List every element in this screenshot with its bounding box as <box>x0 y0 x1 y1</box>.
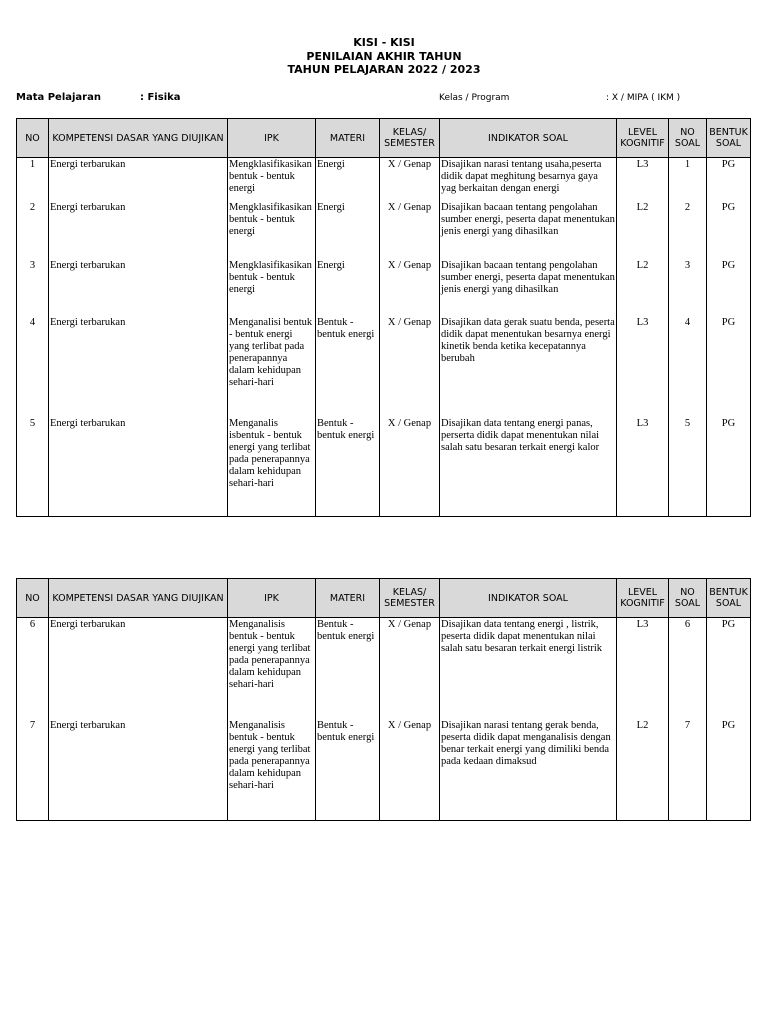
cell-indikator: Disajikan data gerak suatu benda, peserta didik dapat menentukan besarnya energi kinetik benda ketika kecepatannya berubah <box>440 316 617 417</box>
header-col-kd: KOMPETENSI DASAR YANG DIUJIKAN <box>49 579 228 618</box>
cell-kd: Energi terbarukan <box>49 618 228 719</box>
cell-kelas: X / Genap <box>380 618 440 719</box>
cell-indikator: Disajikan narasi tentang gerak benda, peserta didik dapat menganalisis dengan benar terkait energi yang dimiliki benda pada kedaan dimaksud <box>440 719 617 821</box>
cell-kelas: X / Genap <box>380 417 440 517</box>
cell-indikator: Disajikan bacaan tentang pengolahan sumber energi, peserta dapat menentukan jenis energi yang dihasilkan <box>440 201 617 259</box>
kisi-table-1 <box>16 118 751 517</box>
header-col-ipk: IPK <box>228 579 316 618</box>
header-col-indikator: INDIKATOR SOAL <box>440 119 617 158</box>
cell-no: 1 <box>17 158 49 201</box>
cell-level: L3 <box>617 417 669 517</box>
cell-no: 2 <box>17 201 49 259</box>
cell-no: 4 <box>17 316 49 417</box>
cell-bentuk: PG <box>707 618 751 719</box>
header-col-nosoal: NO SOAL <box>669 119 707 158</box>
cell-materi: Bentuk - bentuk energi <box>316 316 380 417</box>
cell-level: L3 <box>617 316 669 417</box>
header-col-bentuk: BENTUK SOAL <box>707 119 751 158</box>
doc-title-line1: KISI - KISI <box>353 36 415 49</box>
subject-label: Mata Pelajaran <box>16 92 101 103</box>
cell-nosoal: 1 <box>669 158 707 201</box>
cell-materi: Bentuk - bentuk energi <box>316 719 380 821</box>
subject-value: : Fisika <box>140 92 181 103</box>
cell-kd: Energi terbarukan <box>49 316 228 417</box>
table-header-row <box>17 119 751 158</box>
cell-ipk: Menganalisi bentuk - bentuk energi yang terlibat pada penerapannya dalam kehidupan sehari-hari <box>228 316 316 417</box>
cell-no: 3 <box>17 259 49 316</box>
class-value: : X / MIPA ( IKM ) <box>606 93 681 103</box>
table-row <box>17 719 751 821</box>
header-col-level: LEVEL KOGNITIF <box>617 119 669 158</box>
cell-nosoal: 7 <box>669 719 707 821</box>
cell-bentuk: PG <box>707 259 751 316</box>
table-row <box>17 201 751 259</box>
cell-kelas: X / Genap <box>380 158 440 201</box>
table-row <box>17 618 751 719</box>
doc-title-line3: TAHUN PELAJARAN 2022 / 2023 <box>287 63 481 76</box>
cell-indikator: Disajikan data tentang energi panas, perserta didik dapat menentukan nilai salah satu besaran terkait energi kalor <box>440 417 617 517</box>
cell-materi: Bentuk - bentuk energi <box>316 618 380 719</box>
header-col-kd: KOMPETENSI DASAR YANG DIUJIKAN <box>49 119 228 158</box>
cell-kelas: X / Genap <box>380 259 440 316</box>
cell-bentuk: PG <box>707 417 751 517</box>
header-col-kelas: KELAS/ SEMESTER <box>380 579 440 618</box>
cell-no: 7 <box>17 719 49 821</box>
cell-kd: Energi terbarukan <box>49 417 228 517</box>
table-row <box>17 158 751 201</box>
cell-kelas: X / Genap <box>380 201 440 259</box>
cell-kelas: X / Genap <box>380 316 440 417</box>
header-col-kelas: KELAS/ SEMESTER <box>380 119 440 158</box>
cell-indikator: Disajikan narasi tentang usaha,peserta didik dapat meghitung besarnya gaya yag berkaitan dengan energi <box>440 158 617 201</box>
header-col-materi: MATERI <box>316 119 380 158</box>
cell-materi: Energi <box>316 259 380 316</box>
header-col-nosoal: NO SOAL <box>669 579 707 618</box>
cell-ipk: Menganalis isbentuk - bentuk energi yang terlibat pada penerapannya dalam kehidupan sehari-hari <box>228 417 316 517</box>
cell-nosoal: 6 <box>669 618 707 719</box>
table-row <box>17 259 751 316</box>
cell-materi: Bentuk - bentuk energi <box>316 417 380 517</box>
cell-level: L3 <box>617 158 669 201</box>
cell-bentuk: PG <box>707 316 751 417</box>
header-col-ipk: IPK <box>228 119 316 158</box>
table-row <box>17 417 751 517</box>
header-col-level: LEVEL KOGNITIF <box>617 579 669 618</box>
cell-ipk: Menganalisis bentuk - bentuk energi yang terlibat pada penerapannya dalam kehidupan sehari-hari <box>228 719 316 821</box>
cell-indikator: Disajikan bacaan tentang pengolahan sumber energi, peserta dapat menentukan jenis energi yang dihasilkan <box>440 259 617 316</box>
cell-level: L3 <box>617 618 669 719</box>
cell-kd: Energi terbarukan <box>49 201 228 259</box>
cell-nosoal: 5 <box>669 417 707 517</box>
class-label: Kelas / Program <box>439 93 510 103</box>
table-header-row <box>17 579 751 618</box>
header-col-bentuk: BENTUK SOAL <box>707 579 751 618</box>
cell-indikator: Disajikan data tentang energi , listrik, peserta didik dapat menentukan nilai salah satu besaran terkait energi listrik <box>440 618 617 719</box>
cell-nosoal: 4 <box>669 316 707 417</box>
cell-bentuk: PG <box>707 719 751 821</box>
cell-ipk: Mengklasifikasikan bentuk - bentuk energi <box>228 158 316 201</box>
cell-materi: Energi <box>316 158 380 201</box>
cell-nosoal: 3 <box>669 259 707 316</box>
cell-level: L2 <box>617 201 669 259</box>
table-row <box>17 316 751 417</box>
cell-no: 6 <box>17 618 49 719</box>
cell-level: L2 <box>617 719 669 821</box>
doc-title-line2: PENILAIAN AKHIR TAHUN <box>306 50 462 63</box>
header-col-materi: MATERI <box>316 579 380 618</box>
cell-kd: Energi terbarukan <box>49 719 228 821</box>
cell-materi: Energi <box>316 201 380 259</box>
cell-kd: Energi terbarukan <box>49 259 228 316</box>
cell-kelas: X / Genap <box>380 719 440 821</box>
header-col-indikator: INDIKATOR SOAL <box>440 579 617 618</box>
cell-kd: Energi terbarukan <box>49 158 228 201</box>
cell-no: 5 <box>17 417 49 517</box>
header-col-no: NO <box>17 119 49 158</box>
cell-nosoal: 2 <box>669 201 707 259</box>
header-col-no: NO <box>17 579 49 618</box>
cell-ipk: Menganalisis bentuk - bentuk energi yang terlibat pada penerapannya dalam kehidupan sehari-hari <box>228 618 316 719</box>
cell-ipk: Mengklasifikasikan bentuk - bentuk energi <box>228 201 316 259</box>
cell-bentuk: PG <box>707 158 751 201</box>
cell-level: L2 <box>617 259 669 316</box>
cell-bentuk: PG <box>707 201 751 259</box>
cell-ipk: Mengklasifikasikan bentuk - bentuk energi <box>228 259 316 316</box>
kisi-table-2 <box>16 578 751 821</box>
